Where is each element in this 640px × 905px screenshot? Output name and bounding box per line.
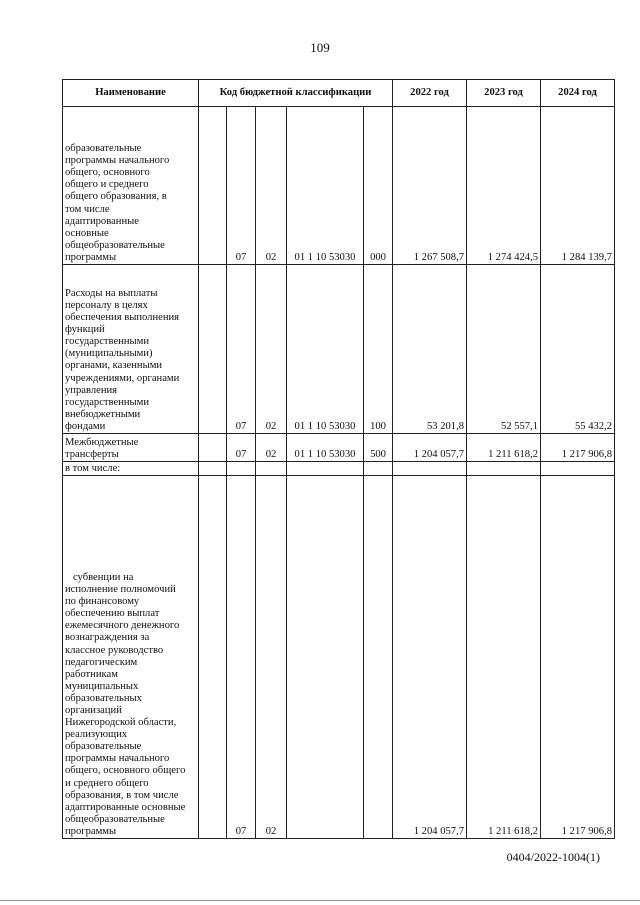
row-value-2022: 1 204 057,7 (393, 476, 467, 839)
row-value-2022: 53 201,8 (393, 265, 467, 434)
row-code-type: 500 (364, 434, 393, 462)
row-code-section: 07 (227, 434, 256, 462)
row-value-2023: 1 211 618,2 (467, 434, 541, 462)
row-code-type: 000 (364, 107, 393, 265)
document-code: 0404/2022-1004(1) (506, 850, 600, 864)
row-code-section: 07 (227, 265, 256, 434)
table-row (63, 462, 615, 476)
table-row (63, 265, 615, 434)
row-value-2023: 52 557,1 (467, 265, 541, 434)
header-2022: 2022 год (393, 80, 467, 107)
row-name: субвенции на исполнение полномочий по финансовому обеспечению выплат ежемесячного денежного вознаграждения за классное руководство педагогическим работникам муниципальных образовательных организаций Нижегородской области, реализующих образовательные программы начального общего, основного общего и среднего общего образования, в том числе адаптированные основные общеобразовательные программы (65, 571, 186, 837)
row-value-2022: 1 204 057,7 (393, 434, 467, 462)
row-code-subsection: 02 (256, 476, 287, 839)
row-value-2024: 55 432,2 (541, 265, 615, 434)
row-code-type: 100 (364, 265, 393, 434)
table-row (63, 434, 615, 462)
row-value-2022: 1 267 508,7 (393, 107, 467, 265)
row-name: в том числе: (65, 462, 121, 474)
row-value-2024: 1 217 906,8 (541, 434, 615, 462)
row-code-target: 01 1 10 53030 (287, 265, 364, 434)
row-value-2024: 1 217 906,8 (541, 476, 615, 839)
row-name: Расходы на выплаты персоналу в целях обеспечения выполнения функций государственными (муниципальными) органами, казенными учреждениями, органами управления государственными внебюджетными фондами (65, 287, 180, 432)
table-header-row (63, 80, 615, 107)
table-row (63, 476, 615, 839)
row-name: Межбюджетные трансферты (65, 436, 139, 460)
header-2023: 2023 год (467, 80, 541, 107)
row-code-subsection: 02 (256, 107, 287, 265)
row-value-2024: 1 284 139,7 (541, 107, 615, 265)
header-code: Код бюджетной классификации (199, 80, 393, 107)
row-code-type (364, 476, 393, 839)
page-number: 109 (310, 40, 330, 55)
row-name: образовательные программы начального общего, основного общего и среднего общего образования, в том числе адаптированные основные общеобразовательные программы (65, 143, 170, 263)
header-name: Наименование (63, 80, 199, 107)
row-code-subsection: 02 (256, 265, 287, 434)
table-row (63, 107, 615, 265)
row-code-target: 01 1 10 53030 (287, 434, 364, 462)
row-code-section: 07 (227, 107, 256, 265)
row-value-2023: 1 274 424,5 (467, 107, 541, 265)
row-code-target (287, 476, 364, 839)
row-code-subsection: 02 (256, 434, 287, 462)
page-edge-line (0, 900, 640, 901)
header-2024: 2024 год (541, 80, 615, 107)
row-value-2023: 1 211 618,2 (467, 476, 541, 839)
budget-table (62, 79, 615, 839)
row-code-section: 07 (227, 476, 256, 839)
row-code-target: 01 1 10 53030 (287, 107, 364, 265)
